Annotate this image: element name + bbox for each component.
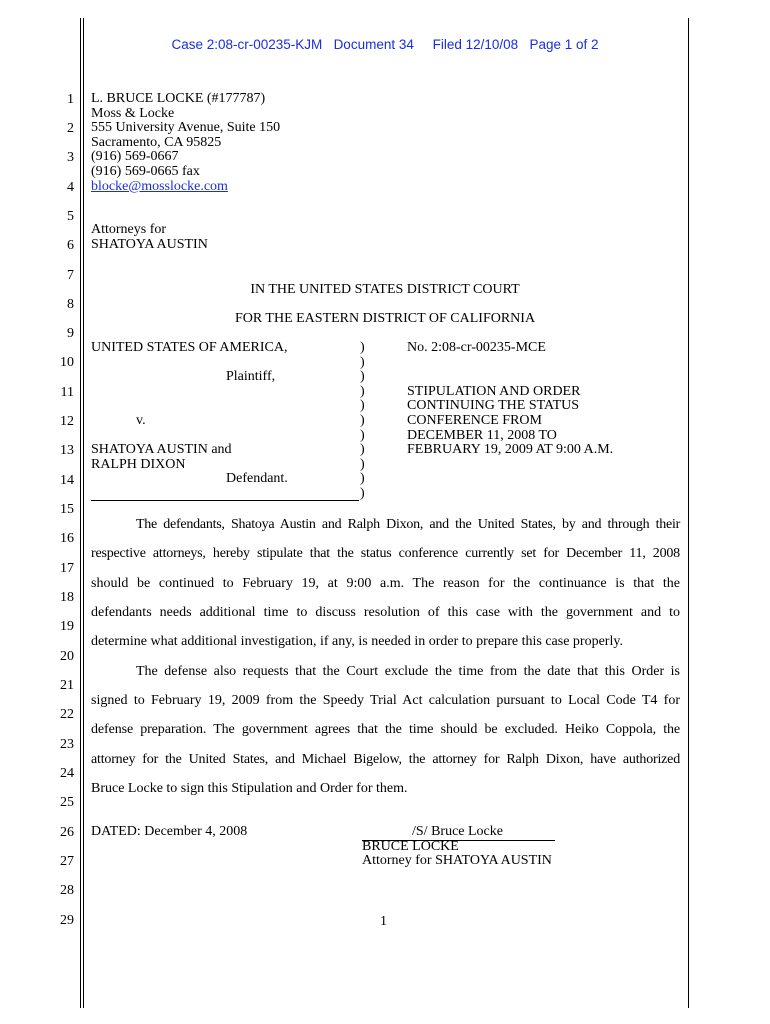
document-title-line: STIPULATION AND ORDER <box>407 383 581 399</box>
line-number: 23 <box>60 737 74 752</box>
line-number: 1 <box>67 92 74 107</box>
court-title-line-2: FOR THE EASTERN DISTRICT OF CALIFORNIA <box>234 311 536 326</box>
document-title-line: CONFERENCE FROM <box>407 413 542 428</box>
document-page: Case 2:08-cr-00235-KJM Document 34 Filed 12/10/08 Page 1 of 2 1 2 3 4 5 6 7 8 9 10 11 12 13 14 15 16 17 18 19 20 21 22 23 24 25 26 27 28 29 L. BRUCE LOCKE (#177787) Moss & Locke 555 University Avenue, Suite 150 Sacramento, CA 95825 (916) 569-0667 (916) 569-0665 fax blocke@mosslocke.com Attorneys for SHATOYA AUSTIN IN THE UNITED STATES DISTRICT COURT FOR THE EASTERN DISTRICT OF CALIFORNIA UNITED STATES OF AMERICA, Plaintiff, v. SHATOYA AUSTIN and RALPH DIXON Defendant. ) ) ) ) ) ) ) ) ) ) ) No. 2:08-cr-00235-MCE STIPULATION AND ORDER CONTINUING THE STATUS CONFERENCE FROM DECEMBER 11, 2008 TO FEBRUARY 19, 2009 AT 9:00 A.M. The defendants, Shatoya Austin and Ralph Dixon, and the United States, by and through their respective attorneys, hereby stipulate that the status conference currently set for December 11, 2008 should be continued to February 19, at 9:00 a.m. The reason for the continuance is that the defendants needs additional time to discuss resolution of this case with the government and to determine what additional investigation, if any, is needed in order to prepare this case properly. The defense also requests that the Court exclude the time from the date that this Order is signed to February 19, 2009 from the Speedy Trial Act calculation pursuant to Local Code T4 for defense preparation. The government agrees that the time should be excluded. Heiko Coppola, the attorney for the United States, and Michael Bigelow, the attorney for Ralph Dixon, have authorized Bruce Locke to sign this Stipulation and Order for them. DATED: December 4, 2008 /S/ Bruce Locke BRUCE LOCKE Attorney for SHATOYA AUSTIN 1 <box>0 0 770 1024</box>
defendant-party-1: SHATOYA AUSTIN and <box>91 442 232 458</box>
line-number: 24 <box>60 766 74 781</box>
line-number: 20 <box>60 649 74 664</box>
line-number: 5 <box>67 209 74 224</box>
line-number: 25 <box>60 795 74 810</box>
line-number: 28 <box>60 883 74 898</box>
line-number: 9 <box>67 326 74 341</box>
signer-name: BRUCE LOCKE <box>362 838 459 854</box>
electronic-signature: /S/ Bruce Locke <box>412 824 503 839</box>
paragraph-line: The defendants, Shatoya Austin and Ralph Dixon, and the United States, by and through their <box>136 517 680 532</box>
line-number: 2 <box>67 121 74 136</box>
paragraph-line: attorney for the United States, and Michael Bigelow, the attorney for Ralph Dixon, have authorized <box>91 752 680 767</box>
line-number: 29 <box>60 913 74 928</box>
paragraph-line: defense preparation. The government agrees that the time should be excluded. Heiko Coppola, the <box>91 722 680 737</box>
firm-name: Moss & Locke <box>91 105 175 121</box>
page-count-header: Page 1 of 2 <box>529 37 599 52</box>
paragraph-line: determine what additional investigation, if any, is needed in order to prepare this case properly. <box>91 634 623 649</box>
address-line-2: Sacramento, CA 95825 <box>91 134 222 150</box>
paragraph-line: respective attorneys, hereby stipulate that the status conference currently set for December 11, 2008 <box>91 546 680 561</box>
paragraph-line: The defense also requests that the Court exclude the time from the date that this Order is <box>136 664 680 679</box>
line-number: 18 <box>60 590 74 605</box>
plaintiff-party: UNITED STATES OF AMERICA, <box>91 340 288 355</box>
phone-number: (916) 569-0667 <box>91 149 179 165</box>
line-number: 19 <box>60 619 74 634</box>
line-number: 13 <box>60 443 74 458</box>
paragraph-line: defendants needs additional time to discuss resolution of this case with the government and to <box>91 605 680 620</box>
line-number: 7 <box>67 268 74 283</box>
defendant-label: Defendant. <box>226 471 288 487</box>
fax-number: (916) 569-0665 fax <box>91 164 200 179</box>
dated-line: DATED: December 4, 2008 <box>91 824 248 839</box>
document-title-line: CONTINUING THE STATUS <box>407 398 580 414</box>
line-number: 10 <box>60 355 74 370</box>
attorney-name: L. BRUCE LOCKE (#177787) <box>91 91 266 106</box>
line-number: 3 <box>67 150 74 165</box>
left-margin-rule <box>80 18 81 1008</box>
versus-label: v. <box>136 413 146 428</box>
right-margin-rule <box>688 18 689 1008</box>
case-number-header: Case 2:08-cr-00235-KJM <box>171 37 323 52</box>
line-number: 21 <box>60 678 74 693</box>
line-number: 4 <box>67 180 74 195</box>
line-number: 17 <box>60 561 74 576</box>
line-number: 26 <box>60 825 74 840</box>
paragraph-line: Bruce Locke to sign this Stipulation and Order for them. <box>91 781 408 796</box>
attorneys-for-label: Attorneys for <box>91 222 167 238</box>
client-name: SHATOYA AUSTIN <box>91 237 208 252</box>
line-number: 12 <box>60 414 74 429</box>
filed-date-header: Filed 12/10/08 <box>432 37 519 52</box>
line-number: 27 <box>60 854 74 869</box>
paragraph-line: should be continued to February 19, at 9:00 a.m. The reason for the continuance is that the <box>91 576 680 591</box>
document-title-line: FEBRUARY 19, 2009 AT 9:00 A.M. <box>407 442 614 458</box>
court-title-line-1: IN THE UNITED STATES DISTRICT COURT <box>250 282 520 297</box>
signer-role: Attorney for SHATOYA AUSTIN <box>362 853 552 869</box>
paragraph-line: signed to February 19, 2009 from the Speedy Trial Act calculation pursuant to Local Code T4 for <box>91 693 680 708</box>
line-number: 22 <box>60 707 74 722</box>
page-number: 1 <box>380 914 387 929</box>
court-filing-header <box>0 37 770 52</box>
line-number: 6 <box>67 238 74 253</box>
plaintiff-label: Plaintiff, <box>226 369 276 385</box>
email-link[interactable]: blocke@mosslocke.com <box>91 178 228 194</box>
address-line-1: 555 University Avenue, Suite 150 <box>91 120 281 136</box>
line-number: 8 <box>67 297 74 312</box>
line-number: 14 <box>60 473 74 488</box>
defendant-party-2: RALPH DIXON <box>91 456 186 472</box>
line-number: 16 <box>60 531 74 546</box>
line-number: 11 <box>60 385 74 400</box>
document-title-line: DECEMBER 11, 2008 TO <box>407 427 557 443</box>
document-number-header: Document 34 <box>333 37 414 52</box>
line-number: 15 <box>60 502 74 517</box>
left-margin-rule-inner <box>83 18 84 1008</box>
caption-underline <box>91 500 359 501</box>
case-number: No. 2:08-cr-00235-MCE <box>407 340 546 355</box>
